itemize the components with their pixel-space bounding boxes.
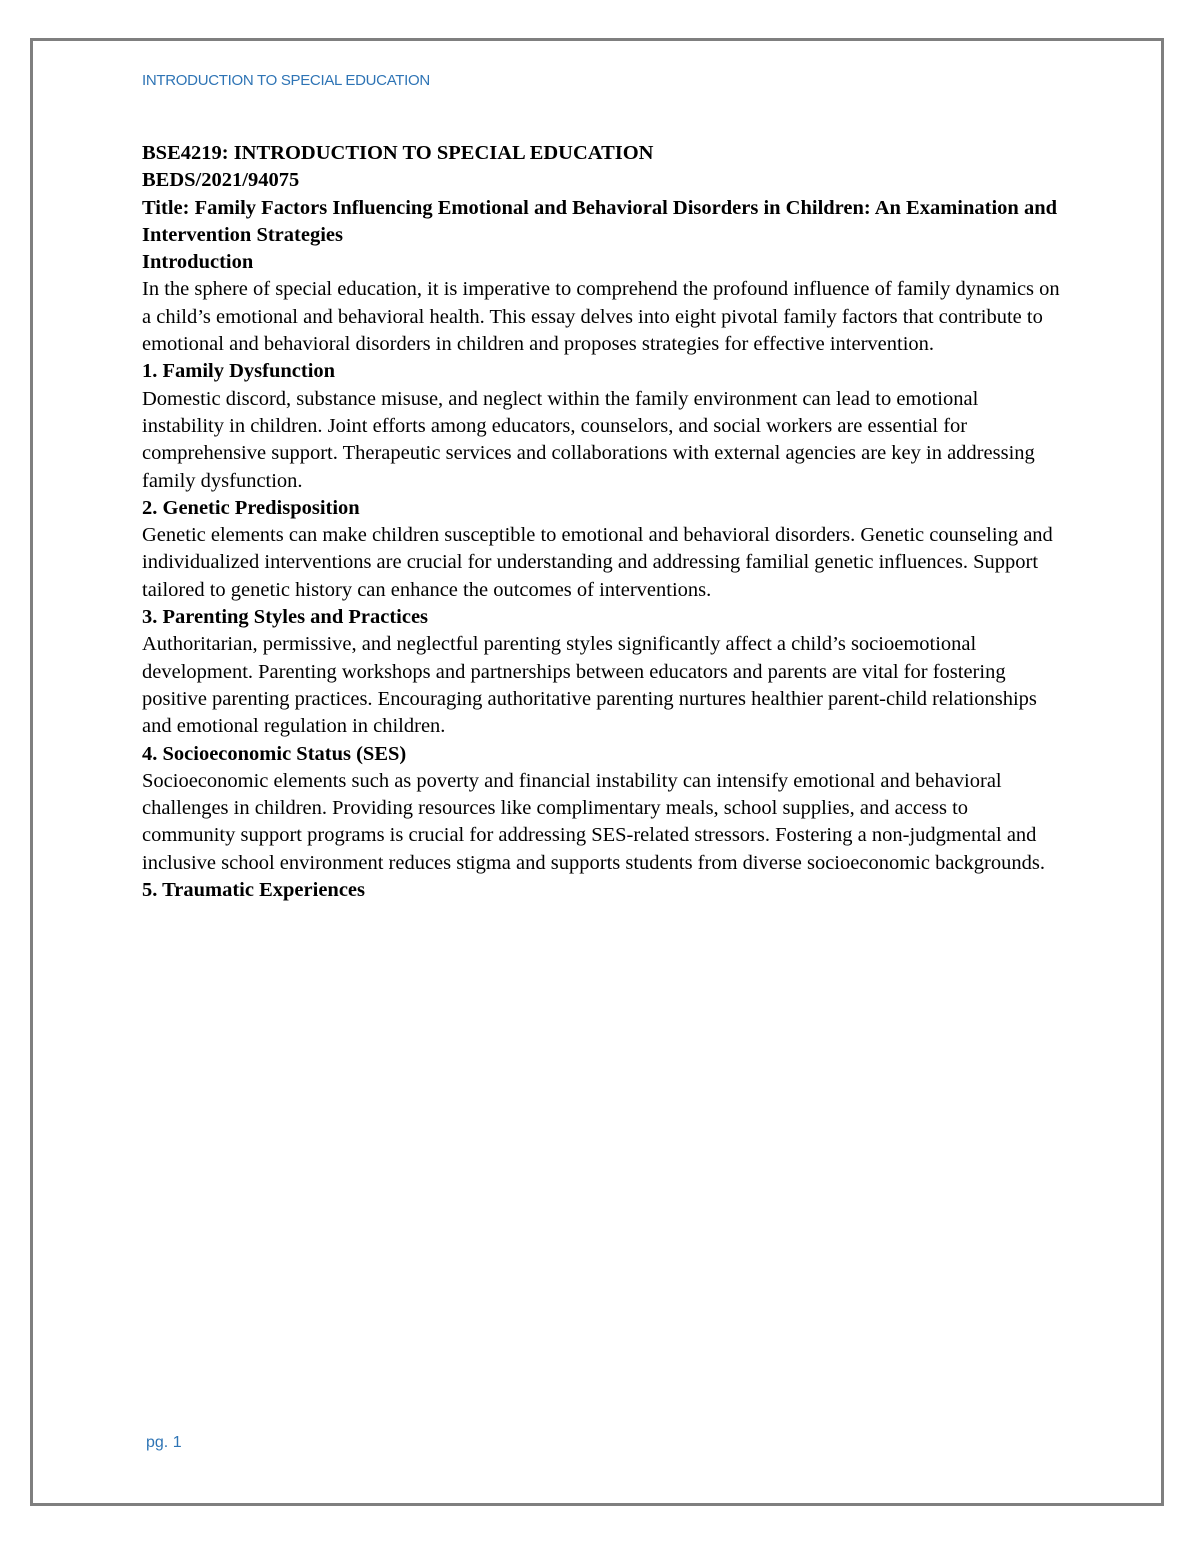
document-title: Title: Family Factors Influencing Emotional and Behavioral Disorders in Children: An Examination and Intervention Strategies [142,196,1057,246]
document-body [142,140,1062,904]
section-body-introduction: In the sphere of special education, it is imperative to comprehend the profound influence of family dynamics on a child’s emotional and behavioral health. This essay delves into eight pivotal family factors that contribute to emotional and behavioral disorders in children and proposes strategies for effective intervention. [142,278,1060,356]
running-header: INTRODUCTION TO SPECIAL EDUCATION [142,72,430,89]
course-code: BSE4219: INTRODUCTION TO SPECIAL EDUCATION [142,142,654,164]
section-body-socioeconomic-status: Socioeconomic elements such as poverty and financial instability can intensify emotional and behavioral challenges in children. Providing resources like complimentary meals, school supplies, and access to community support programs is crucial for addressing SES-related stressors. Fostering a non-judgmental and inclusive school environment reduces stigma and supports students from diverse socioeconomic backgrounds. [142,769,1045,874]
section-heading-socioeconomic-status: 4. Socioeconomic Status (SES) [142,742,407,765]
student-id: BEDS/2021/94075 [142,169,300,192]
section-heading-traumatic-experiences: 5. Traumatic Experiences [142,879,365,902]
page-number: pg. 1 [146,1434,182,1451]
section-heading-family-dysfunction: 1. Family Dysfunction [142,360,336,383]
section-heading-introduction: Introduction [142,251,254,274]
section-body-family-dysfunction: Domestic discord, substance misuse, and neglect within the family environment can lead to emotional instability in children. Joint efforts among educators, counselors, and social workers are essential for comprehensive support. Therapeutic services and collaborations with external agencies are key in addressing family dysfunction. [142,387,1035,492]
section-body-genetic-predisposition: Genetic elements can make children susceptible to emotional and behavioral disorders. Genetic counseling and individualized interventions are crucial for understanding and addressing familial genetic influences. Support tailored to genetic history can enhance the outcomes of interventions. [142,524,1053,601]
section-heading-parenting-styles: 3. Parenting Styles and Practices [142,606,429,629]
section-body-parenting-styles: Authoritarian, permissive, and neglectful parenting styles significantly affect a child’s socioemotional development. Parenting workshops and partnerships between educators and parents are vital for fostering positive parenting practices. Encouraging authoritative parenting nurtures healthier parent-child relationships and emotional regulation in children. [142,633,1037,738]
section-heading-genetic-predisposition: 2. Genetic Predisposition [142,496,360,519]
